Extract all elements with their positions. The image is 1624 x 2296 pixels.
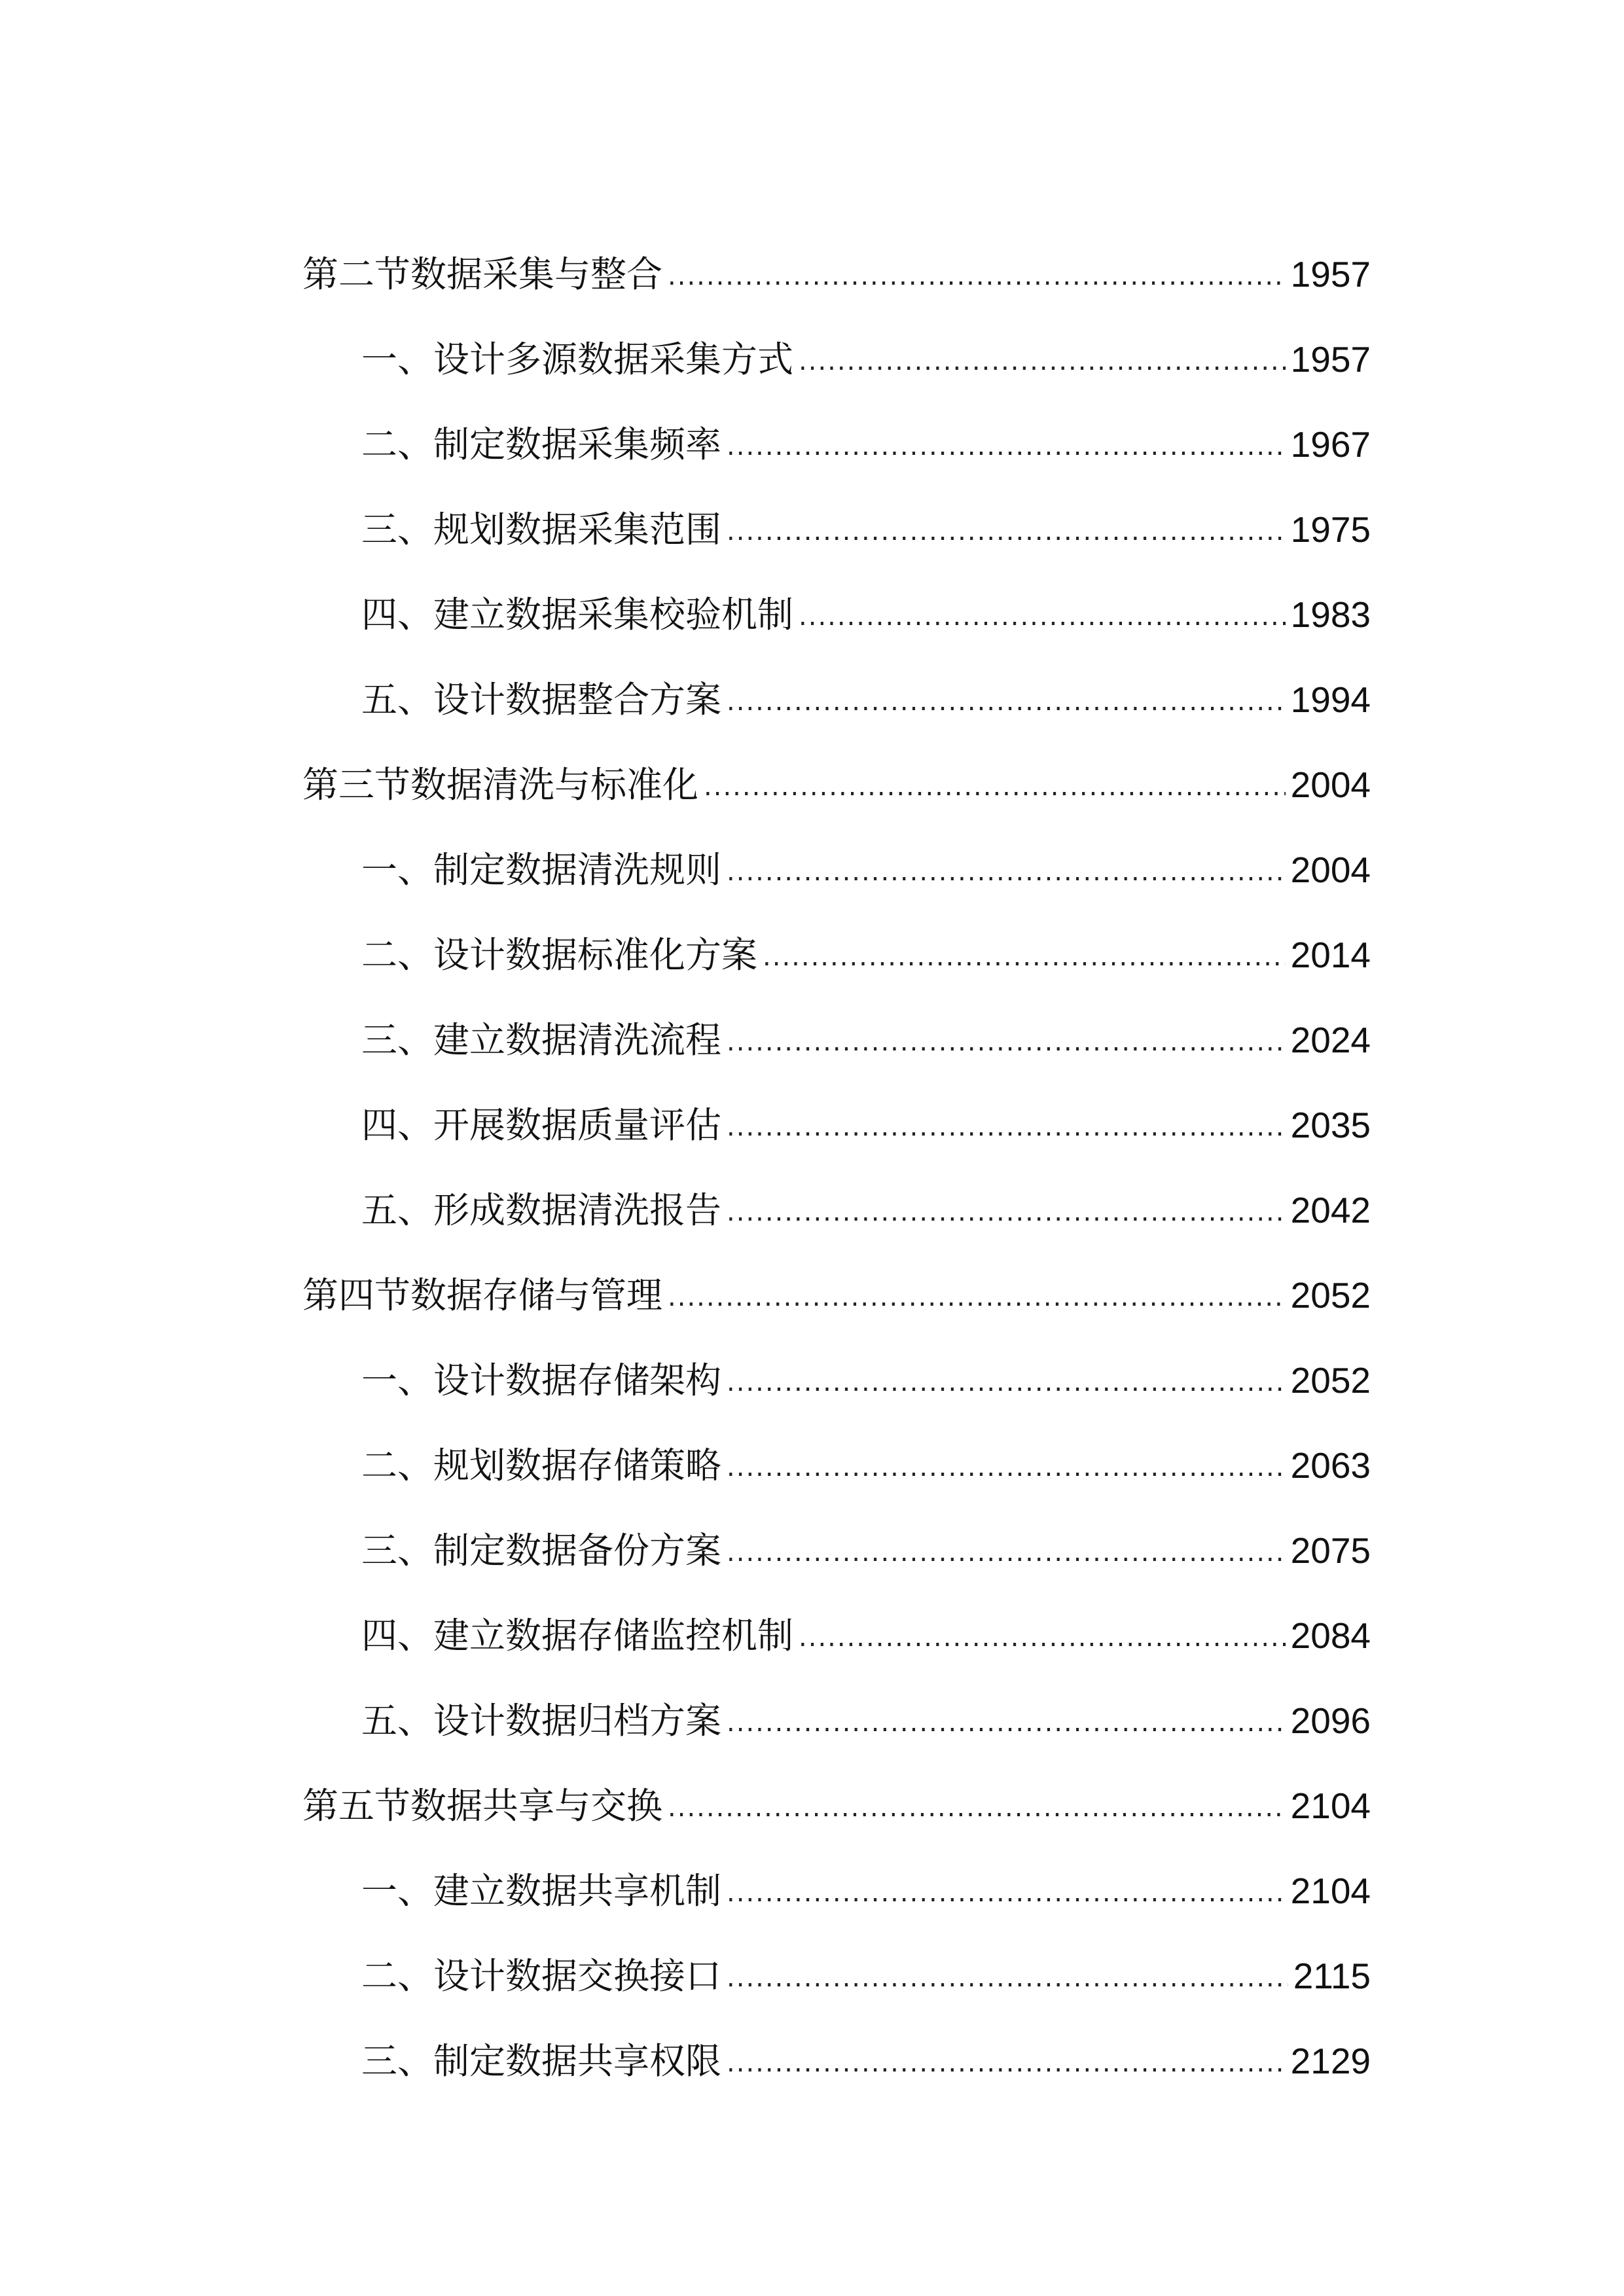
toc-entry-page-number: 1967 (1290, 424, 1371, 465)
toc-entry-page-number: 2004 (1290, 850, 1371, 890)
toc-entry-page-number: 2024 (1290, 1020, 1371, 1060)
toc-entry-title: 四、建立数据存储监控机制 (361, 1615, 794, 1657)
dot-leader (763, 937, 1286, 980)
toc-entry-page-number: 2115 (1293, 1956, 1371, 1996)
toc-entry-subsection[interactable] (302, 2001, 1371, 2087)
toc-entry-title: 二、设计数据标准化方案 (361, 934, 758, 976)
toc-entry-title: 一、设计多源数据采集方式 (361, 338, 794, 380)
toc-entry-section[interactable] (302, 1746, 1371, 1831)
toc-entry-title: 三、建立数据清洗流程 (361, 1019, 722, 1061)
toc-entry-title: 三、制定数据共享权限 (361, 2040, 722, 2082)
dot-leader (727, 1703, 1286, 1746)
toc-entry-page-number: 2104 (1290, 1871, 1371, 1911)
toc-entry-title: 二、设计数据交换接口 (361, 1955, 722, 1997)
dot-leader (727, 1533, 1286, 1576)
dot-leader (727, 1022, 1286, 1066)
dot-leader (727, 1363, 1286, 1406)
dot-leader (727, 1958, 1288, 2001)
toc-entry-subsection[interactable] (302, 1066, 1371, 1151)
toc-entry-title: 五、设计数据归档方案 (361, 1700, 722, 1742)
toc-entry-page-number: 2096 (1290, 1700, 1371, 1741)
toc-entry-page-number: 2129 (1290, 2041, 1371, 2081)
dot-leader (727, 1448, 1286, 1491)
toc-entry-title: 第二节数据采集与整合 (302, 253, 663, 295)
toc-entry-title: 三、制定数据备份方案 (361, 1530, 722, 1571)
toc-entry-subsection[interactable] (302, 555, 1371, 640)
dot-leader (727, 682, 1286, 725)
toc-entry-page-number: 2063 (1290, 1445, 1371, 1486)
dot-leader (727, 1873, 1286, 1916)
toc-entry-page-number: 1994 (1290, 679, 1371, 720)
dot-leader (727, 2043, 1286, 2087)
toc-entry-title: 五、形成数据清洗报告 (361, 1189, 722, 1231)
toc-entry-subsection[interactable] (302, 980, 1371, 1066)
toc-entry-title: 第五节数据共享与交换 (302, 1785, 663, 1827)
toc-entry-subsection[interactable] (302, 1491, 1371, 1576)
toc-entry-title: 四、建立数据采集校验机制 (361, 594, 794, 636)
toc-entry-title: 一、设计数据存储架构 (361, 1359, 722, 1401)
dot-leader (727, 852, 1286, 895)
table-of-contents (302, 215, 1371, 2087)
toc-entry-title: 一、建立数据共享机制 (361, 1870, 722, 1912)
dot-leader (799, 342, 1286, 385)
dot-leader (727, 512, 1286, 555)
dot-leader (727, 1107, 1286, 1151)
dot-leader (668, 1788, 1286, 1831)
toc-entry-section[interactable] (302, 1236, 1371, 1321)
toc-entry-title: 第四节数据存储与管理 (302, 1274, 663, 1316)
toc-entry-subsection[interactable] (302, 640, 1371, 725)
toc-entry-title: 第三节数据清洗与标准化 (302, 764, 699, 806)
toc-entry-page-number: 1975 (1290, 509, 1371, 550)
dot-leader (668, 257, 1286, 300)
toc-entry-subsection[interactable] (302, 1576, 1371, 1661)
toc-entry-page-number: 2052 (1290, 1360, 1371, 1401)
toc-entry-subsection[interactable] (302, 1831, 1371, 1916)
dot-leader (727, 1193, 1286, 1236)
dot-leader (727, 427, 1286, 470)
toc-entry-subsection[interactable] (302, 810, 1371, 895)
toc-entry-page-number: 2075 (1290, 1530, 1371, 1571)
toc-entry-subsection[interactable] (302, 1406, 1371, 1491)
toc-entry-subsection[interactable] (302, 1321, 1371, 1406)
toc-entry-subsection[interactable] (302, 470, 1371, 555)
toc-entry-title: 一、制定数据清洗规则 (361, 849, 722, 891)
toc-entry-page-number: 1957 (1290, 339, 1371, 380)
toc-entry-section[interactable] (302, 215, 1371, 300)
toc-entry-title: 二、规划数据存储策略 (361, 1444, 722, 1486)
dot-leader (668, 1278, 1286, 1321)
toc-entry-page-number: 1983 (1290, 594, 1371, 635)
toc-entry-title: 五、设计数据整合方案 (361, 679, 722, 721)
toc-entry-page-number: 2104 (1290, 1785, 1371, 1826)
toc-entry-page-number: 2052 (1290, 1275, 1371, 1316)
toc-entry-subsection[interactable] (302, 1916, 1371, 2001)
toc-entry-subsection[interactable] (302, 300, 1371, 385)
toc-entry-page-number: 2042 (1290, 1190, 1371, 1230)
toc-entry-page-number: 2084 (1290, 1615, 1371, 1656)
toc-entry-subsection[interactable] (302, 1661, 1371, 1746)
toc-entry-title: 四、开展数据质量评估 (361, 1104, 722, 1146)
dot-leader (704, 767, 1286, 810)
toc-entry-section[interactable] (302, 725, 1371, 810)
toc-entry-subsection[interactable] (302, 1151, 1371, 1236)
toc-entry-page-number: 2014 (1290, 935, 1371, 975)
toc-entry-title: 二、制定数据采集频率 (361, 423, 722, 465)
toc-entry-title: 三、规划数据采集范围 (361, 509, 722, 550)
dot-leader (799, 1618, 1286, 1661)
toc-entry-page-number: 1957 (1290, 254, 1371, 295)
toc-entry-subsection[interactable] (302, 385, 1371, 470)
toc-entry-page-number: 2035 (1290, 1105, 1371, 1145)
toc-entry-subsection[interactable] (302, 895, 1371, 980)
toc-entry-page-number: 2004 (1290, 764, 1371, 805)
dot-leader (799, 597, 1286, 640)
